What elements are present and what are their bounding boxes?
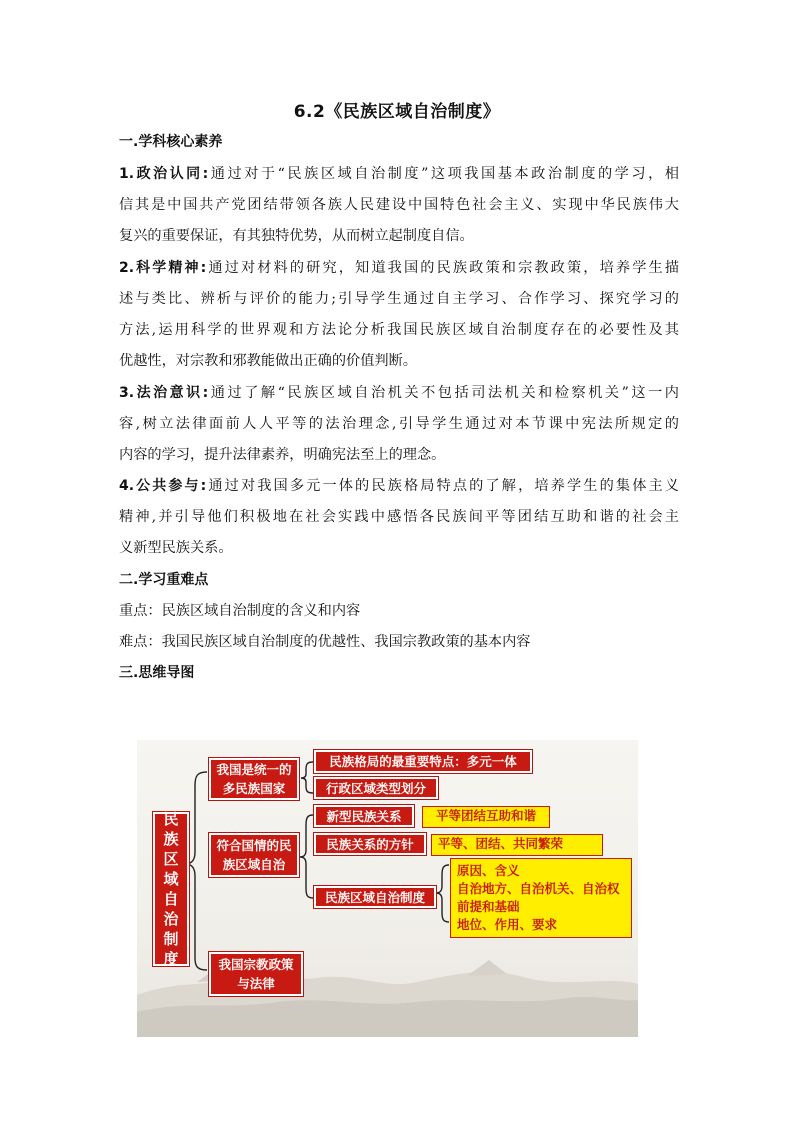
item-label: 3.法治意识:	[119, 385, 209, 401]
node-text: 多民族国家	[222, 781, 286, 796]
item-political-identity-line-1	[119, 164, 679, 185]
mind-map	[137, 740, 638, 1037]
node-autonomy-system: 民族区域自治制度	[314, 886, 436, 908]
branch-religious-policy	[209, 952, 303, 996]
branch-unified-multiethnic-state	[209, 758, 299, 800]
item-public-participation-line-1	[119, 476, 679, 497]
node-new-ethnic-relations: 新型民族关系	[314, 805, 414, 827]
item-label: 4.公共参与:	[119, 478, 207, 494]
node-text: 我国宗教政策	[218, 957, 294, 972]
root-char: 制	[163, 930, 179, 948]
node-text: 族区域自治	[222, 857, 286, 872]
item-scientific-spirit-line-1	[119, 258, 679, 279]
item-scientific-spirit-line-2: 述与类比、辨析与评价的能力;引导学生通过自主学习、合作学习、探究学习的	[119, 291, 679, 307]
difficult-point-text: 难点：我国民族区域自治制度的优越性、我国宗教政策的基本内容	[119, 634, 531, 650]
item-scientific-spirit-line-3: 方法,运用科学的世界观和方法论分析我国民族区域自治制度存在的必要性及其	[119, 322, 679, 338]
item-text: 通过了解“民族区域自治机关不包括司法机关和检察机关”这一内	[208, 385, 679, 401]
item-rule-of-law-line-3: 内容的学习，提升法律素养，明确宪法至上的理念。	[119, 447, 446, 463]
item-political-identity-line-3: 复兴的重要保证，有其独特优势，从而树立起制度自信。	[119, 228, 474, 244]
item-text: 通过对我国多元一体的民族格局特点的了解，培养学生的集体主义	[206, 478, 679, 494]
root-char: 自	[163, 890, 179, 908]
note-equality-prosperity: 平等、团结、共同繁荣	[431, 834, 603, 856]
note-line: 原因、含义	[457, 863, 520, 878]
node-text: 符合国情的民	[216, 838, 292, 853]
page-title: 6.2《民族区域自治制度》	[293, 102, 501, 122]
root-node-ethnic-autonomy	[153, 812, 189, 966]
note-equality-unity: 平等团结互助和谐	[422, 806, 550, 828]
item-public-participation-line-3: 义新型民族关系。	[119, 540, 233, 556]
item-label: 2.科学精神:	[119, 260, 207, 276]
root-char: 民	[163, 810, 179, 828]
note-system-details	[450, 858, 632, 938]
item-rule-of-law-line-1	[119, 383, 679, 404]
note-line: 前提和基础	[457, 899, 520, 914]
root-char: 区	[163, 850, 179, 868]
root-char: 治	[163, 910, 179, 928]
node-pluralistic-unity: 民族格局的最重要特点：多元一体	[314, 750, 532, 773]
item-text: 通过对材料的研究，知道我国的民族政策和宗教政策，培养学生描	[206, 260, 679, 276]
key-point-text: 重点：民族区域自治制度的含义和内容	[119, 603, 361, 619]
item-label: 1.政治认同:	[119, 166, 209, 182]
item-political-identity-line-2: 信其是中国共产党团结带领各族人民建设中国特色社会主义、实现中华民族伟大	[119, 197, 679, 213]
note-line: 地位、作用、要求	[457, 917, 558, 932]
node-text: 与法律	[237, 976, 275, 991]
node-administrative-division: 行政区域类型划分	[314, 777, 438, 799]
root-char: 域	[163, 870, 179, 888]
item-public-participation-line-2: 精神,并引导他们积极地在社会实践中感悟各民族间平等团结互助和谐的社会主	[119, 509, 679, 525]
note-line: 自治地方、自治机关、自治权	[457, 881, 620, 896]
branch-regional-autonomy	[209, 833, 299, 877]
item-rule-of-law-line-2: 容,树立法律面前人人平等的法治理念,引导学生通过对本节课中宪法所规定的	[119, 416, 679, 432]
item-text: 通过对于“民族区域自治制度”这项我国基本政治制度的学习，相	[208, 166, 679, 182]
section-heading-mind-map: 三.思维导图	[119, 665, 195, 681]
node-ethnic-policy: 民族关系的方针	[314, 833, 426, 855]
item-scientific-spirit-line-4: 优越性，对宗教和邪教能做出正确的价值判断。	[119, 353, 417, 369]
root-char: 族	[163, 830, 179, 848]
section-heading-core-literacy: 一.学科核心素养	[119, 134, 223, 150]
section-heading-key-points: 二.学习重难点	[119, 572, 209, 588]
node-text: 我国是统一的	[216, 762, 292, 777]
root-char: 度	[163, 950, 179, 968]
